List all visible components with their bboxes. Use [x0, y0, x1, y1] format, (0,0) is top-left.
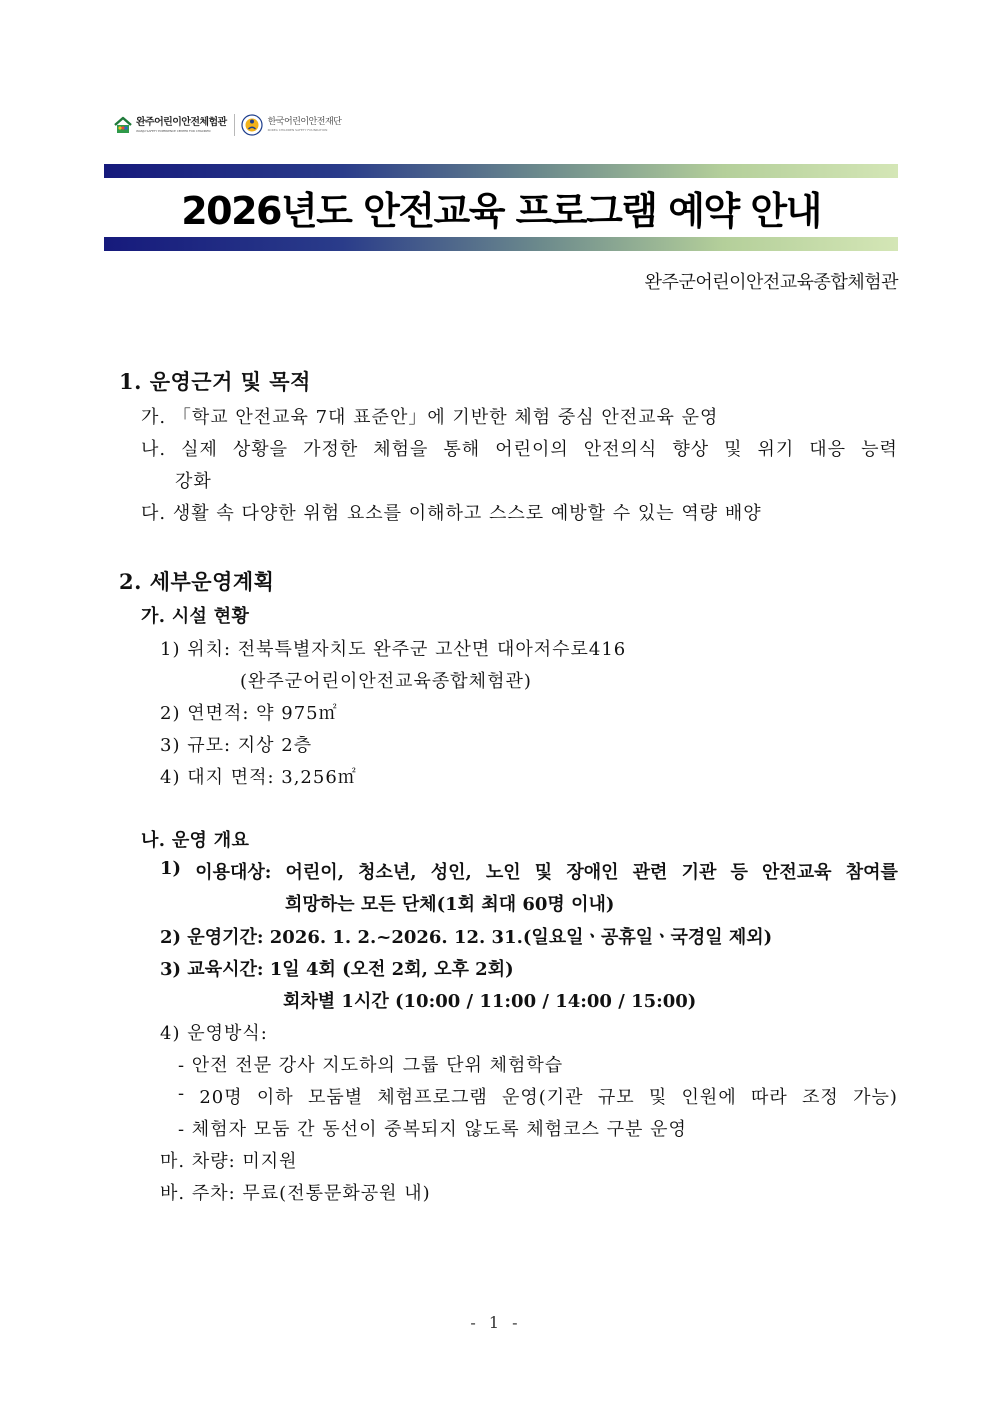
vehicle-info: 마. 차량: 미지원: [160, 1151, 298, 1172]
page-number: - 1 -: [470, 1313, 522, 1332]
section2-heading: 2. 세부운영계획: [119, 569, 275, 594]
method-item-3: - 체험자 모둠 간 동선이 중복되지 않도록 체험코스 구분 운영: [178, 1119, 687, 1140]
overview-period: 2) 운영기간: 2026. 1. 2.~2026. 12. 31.(일요일ㆍ공휴일ㆍ국경일 제외): [160, 927, 773, 948]
overview-time-cont: 회차별 1시간 (10:00 / 11:00 / 14:00 / 15:00): [283, 991, 697, 1012]
facility-location-cont: (완주군어린이안전교육종합체험관): [240, 671, 532, 692]
section1-item-ga: 가. 「학교 안전교육 7대 표준안」에 기반한 체험 중심 안전교육 운영: [141, 407, 719, 428]
header-logos: [113, 110, 341, 140]
overview-target: 1) 이용대상: 어린이, 청소년, 성인, 노인 및 장애인 관련 기관 등 안전교육 참여를: [160, 858, 898, 883]
organization-name: 완주군어린이안전교육종합체험관: [644, 272, 898, 293]
korea-foundation-logo: [241, 114, 342, 136]
document-title: 2026년도 안전교육 프로그램 예약 안내: [181, 189, 821, 233]
overview-heading: 나. 운영 개요: [141, 830, 250, 851]
foundation-name-en: KOREA CHILDREN SAFETY FOUNDATION: [267, 128, 328, 132]
section1-item-da: 다. 생활 속 다양한 위험 요소를 이해하고 스스로 예방할 수 있는 역량 배양: [141, 503, 762, 524]
wanju-center-logo: [113, 116, 227, 134]
facility-heading: 가. 시설 현황: [141, 606, 250, 627]
section1-item-na: 나. 실제 상황을 가정한 체험을 통해 어린이의 안전의식 향상 및 위기 대응 능력: [141, 439, 898, 460]
facility-scale: 3) 규모: 지상 2층: [160, 735, 313, 756]
house-logo-icon: [113, 116, 133, 134]
wanju-center-name: 완주어린이안전체험관: [136, 116, 227, 128]
overview-method-label: 4) 운영방식:: [160, 1023, 268, 1044]
title-bar-top: [104, 164, 898, 178]
logo-divider: [234, 114, 235, 136]
foundation-emblem-icon: [241, 114, 263, 136]
wanju-center-name-en: WANJU SAFETY EXPERIENCE CENTER FOR CHILDREN: [136, 128, 211, 133]
method-item-1: - 안전 전문 강사 지도하의 그룹 단위 체험학습: [178, 1055, 564, 1076]
facility-floor-area: 2) 연면적: 약 975㎡: [160, 703, 338, 724]
method-item-2: - 20명 이하 모둠별 체험프로그램 운영(기관 규모 및 인원에 따라 조정 가능): [178, 1083, 898, 1108]
facility-land-area: 4) 대지 면적: 3,256㎡: [160, 767, 357, 788]
overview-time: 3) 교육시간: 1일 4회 (오전 2회, 오후 2회): [160, 959, 514, 980]
section1-item-na-cont: 강화: [175, 471, 212, 492]
section1-heading: 1. 운영근거 및 목적: [119, 369, 311, 394]
facility-location: 1) 위치: 전북특별자치도 완주군 고산면 대아저수로416: [160, 639, 627, 660]
title-bar-bottom: [104, 237, 898, 251]
foundation-name: 한국어린이안전재단: [267, 117, 342, 127]
parking-info: 바. 주차: 무료(전통문화공원 내): [160, 1183, 431, 1204]
overview-target-cont: 희망하는 모든 단체(1회 최대 60명 이내): [285, 894, 615, 915]
